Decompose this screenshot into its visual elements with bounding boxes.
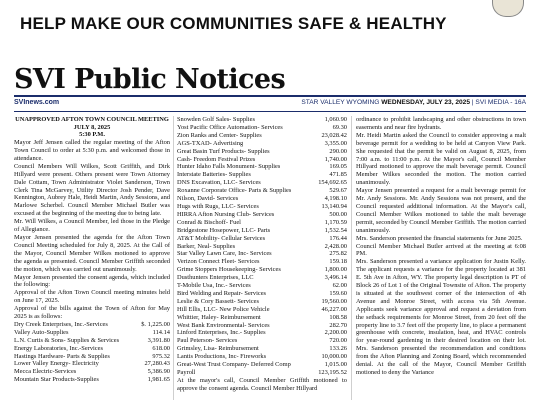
paragraph: Approval of the bills against the Town of Afton for May 2025 is as follows: — [14, 305, 170, 321]
paragraph: Mr. Heidi Martin asked the Council to consider approving a malt beverage permit for a wedding to be held at Canyon View Park. She requested that the permit be valid on August 8, 2025, from 7:00 a.m. to 11:00 p.m. At the Mayor's call, Council Member Hillyard motioned to approve the malt beverage permit. Council Member Wilkes seconded the motion. The motion carried unanimously. — [356, 131, 526, 187]
bill-row: Hunter Idaho Falls Monument- Supplies 169.05 — [177, 163, 347, 171]
bill-row: Roxanne Corporate Office- Parts & Supplies 529.67 — [177, 187, 347, 195]
bill-row: West Bank Environmental- Services 282.70 — [177, 321, 347, 329]
bill-row: Snowden Golf Sales- Supplies 1,060.90 — [177, 116, 347, 123]
column-2 — [177, 116, 347, 400]
bill-row: Lantis Productions, Inc- Fireworks 10,000.00 — [177, 353, 347, 361]
bill-row: Bridgestone Hosepower, LLC- Parts 1,532.54 — [177, 226, 347, 234]
bill-row: T-Mobile Usa, Inc.- Services 62.00 — [177, 282, 347, 290]
bill-row: Mountain Star Products-Supplies 1,981.65 — [14, 376, 170, 384]
bill-row: Grime Stoppers Housekeeping- Services 1,800.00 — [177, 266, 347, 274]
paragraph: Council Members Will Wilkes, Scott Griffith, and Dirk Hillyard were present. Others present were Town Attorney Dale Cottam, Town Administrator Violet Sanderson, Town Clerk Tina McGarvey, Utility Director Josh Pender, Dave Kennington, Aubrey Hale, Heidi Martin, Andy Sessions, and Marlowe Scherbel. Council Member Michael Butler was excused at the beginning of the meeting due to being late. — [14, 162, 170, 218]
bill-row: HIRRA Afton Nursing Club- Services 500.00 — [177, 210, 347, 218]
bill-row: Dusthunters Enterprises, LLC 3,496.14 — [177, 274, 347, 282]
notice-time: 5:30 P.M. — [79, 131, 105, 139]
paragraph: Council Member Michael Butler arrived at the meeting at 6:08 PM. — [356, 242, 526, 258]
bill-row: Energy Laboratories, Inc.-Services 618.00 — [14, 344, 170, 352]
publication-title: SVI Public Notices — [14, 64, 286, 95]
paragraph: Mrs. Sanderson presented the financial statements for June 2025. — [356, 234, 523, 242]
bill-row: Yost Pacific Office Automation- Services 69.30 — [177, 123, 347, 131]
bill-row: Interstate Batteries- Supplies 471.85 — [177, 171, 347, 179]
notice-date: JULY 8, 2025 — [73, 123, 111, 131]
paragraph: Mayor Jensen presented the consent agenda, which included the following: — [14, 273, 170, 289]
bill-row: Leslie & Cory Bassett- Services 19,560.00 — [177, 297, 347, 305]
bill-row: AT&T Mobility- Cellular Services 176.44 — [177, 234, 347, 242]
bill-row: Whittier, Haley- Reimbursement 108.58 — [177, 313, 347, 321]
bill-row: Conrad & Bischoff- Fuel 1,170.59 — [177, 218, 347, 226]
bill-row: Linford Enterprises, Inc.- Supplies 2,200.00 — [177, 329, 347, 337]
folio-page: SVI MEDIA - 16A — [475, 99, 526, 106]
bill-row: Star Valley Lawn Care, Inc- Services 275.82 — [177, 250, 347, 258]
bill-row: Great Basin Turf Products- Supplies 290.00 — [177, 147, 347, 155]
bill-row: DNS Excavation, LLC- Services 154,692.65 — [177, 179, 347, 187]
bill-row: Barker, Neal- Supplies 2,428.00 — [177, 242, 347, 250]
bill-row: Payroll 123,195.52 — [177, 369, 347, 376]
folio-meta: STAR VALLEY WYOMING WEDNESDAY, JULY 23, 2025 | SVI MEDIA - 16A — [301, 99, 526, 106]
paragraph: Mayor Jensen presented the agenda for the Afton Town Council Meeting scheduled for July 8, 2025. At the Call of the Mayor, Council Member Wilkes motioned to approve the agenda as presented. Council Member Griffith seconded the motion, which was carried out unanimously. — [14, 233, 170, 273]
column-divider — [173, 116, 174, 400]
masthead-rule — [14, 95, 526, 97]
bill-row: Mecca Electric-Services 5,386.90 — [14, 368, 170, 376]
paragraph: ordinance to prohibit landscaping and other obstructions in town easements and near fire hydrants. — [356, 116, 526, 131]
paragraph: Mr. Will Wilkes, a Council Member, led those in the Pledge of Allegiance. — [14, 218, 170, 234]
column-3 — [356, 116, 526, 400]
bill-row: AGS-TXAD- Advertising 3,355.00 — [177, 139, 347, 147]
bill-row: Hastings Hardware- Parts & Supplies 975.32 — [14, 352, 170, 360]
bill-row: Cash- Freedom Festival Prizes 1,740.00 — [177, 155, 347, 163]
masthead — [0, 62, 540, 94]
paragraph: Mrs. Sanderson presented a variance application for Justin Kelly. The applicant requests a variance for the property located at 381 E. 5th Ave in Afton, WY. The property legal description is PT of Block 26 of Lot 1 of the Original Townsite of Afton. The property is situated at the southwest corner of the intersection of 4th Avenue and Monroe Street, with access via 5th Avenue. Applicants seek variance approval and request a deviation from the setback requirements for Monroe Street, from 20 feet off the property line to 3.7 feet off the property line, to place a permanent greenhouse with concrete, insulation, heat, and HVAC controls for year-round gardening in their desired location on their lot. Mrs. Sanderson presented the recommendation and conditions from the Afton Planning and Zoning Board, which recommended denial. At the call of the Mayor, Council Member Griffith motioned to deny the Variance — [356, 258, 526, 376]
site-link[interactable]: SVInews.com — [14, 99, 60, 106]
top-banner — [0, 0, 540, 44]
banner-title: HELP MAKE OUR COMMUNITIES SAFE & HEALTHY — [20, 14, 447, 33]
bill-row: Valley Auto-Supplies 114.14 — [14, 328, 170, 336]
bills-list — [14, 321, 170, 384]
bill-row: Hill Ellis, LLC- New Police Vehicle 46,227.00 — [177, 305, 347, 313]
column-divider — [351, 116, 352, 400]
folio-place: STAR VALLEY WYOMING — [301, 99, 380, 106]
bill-row: Great-West Trust Company- Deferred Comp 1,015.00 — [177, 361, 347, 369]
bill-row: Zion Ranks and Center- Supplies 23,028.42 — [177, 131, 347, 139]
bill-row: Verizon Connect Fleet- Services 159.18 — [177, 258, 347, 266]
bill-row: Hugs with Rugs, LLC- Services 13,140.94 — [177, 202, 347, 210]
bill-row: Dry Creek Enterprises, Inc.-Services $. 1,225.00 — [14, 320, 170, 328]
notice-heading: UNAPPROVED AFTON TOWN COUNCIL MEETING — [15, 116, 169, 123]
bill-row: L.N. Curtis & Sons- Supplies & Services 3,391.80 — [14, 336, 170, 344]
paragraph: At the mayor's call, Council Member Griffith motioned to approve the consent agenda. Council Member Hillyard — [177, 376, 347, 392]
bill-row: Lower Valley Energy- Electricity 27,280.43 — [14, 360, 170, 368]
bill-row: Nilson, David- Services 4,198.10 — [177, 195, 347, 203]
bill-row: Grimsley, Lisa- Reimbursement 133.26 — [177, 345, 347, 353]
bill-row: Paul Peterson- Services 720.00 — [177, 337, 347, 345]
paragraph: Approval of the Afton Town Council meeting minutes held on June 17, 2025. — [14, 289, 170, 305]
bills-list — [177, 116, 347, 377]
paragraph: Mayor Jensen presented a request for a malt beverage permit for Mr. Andy Sessions. Mr. Andy Sessions was not present, and the Council requested additional information. At the Mayor's call, Council Member Wilkes motioned to table the malt beverage permit, seconded by Council Member Griffith. The motion carried unanimously. — [356, 187, 526, 234]
folio-date: WEDNESDAY, JULY 23, 2025 — [381, 99, 471, 106]
folio-rule — [14, 111, 526, 112]
county-seal-icon — [492, 0, 524, 17]
folio-line — [14, 99, 526, 111]
bill-row: Bird Welding and Repair- Services 159.60 — [177, 289, 347, 297]
column-1 — [14, 116, 170, 400]
paragraph: Mayor Jeff Jensen called the regular meeting of the Afton Town Council to order at 5:30 p.m. and welcomed those in attendance. — [14, 139, 170, 162]
